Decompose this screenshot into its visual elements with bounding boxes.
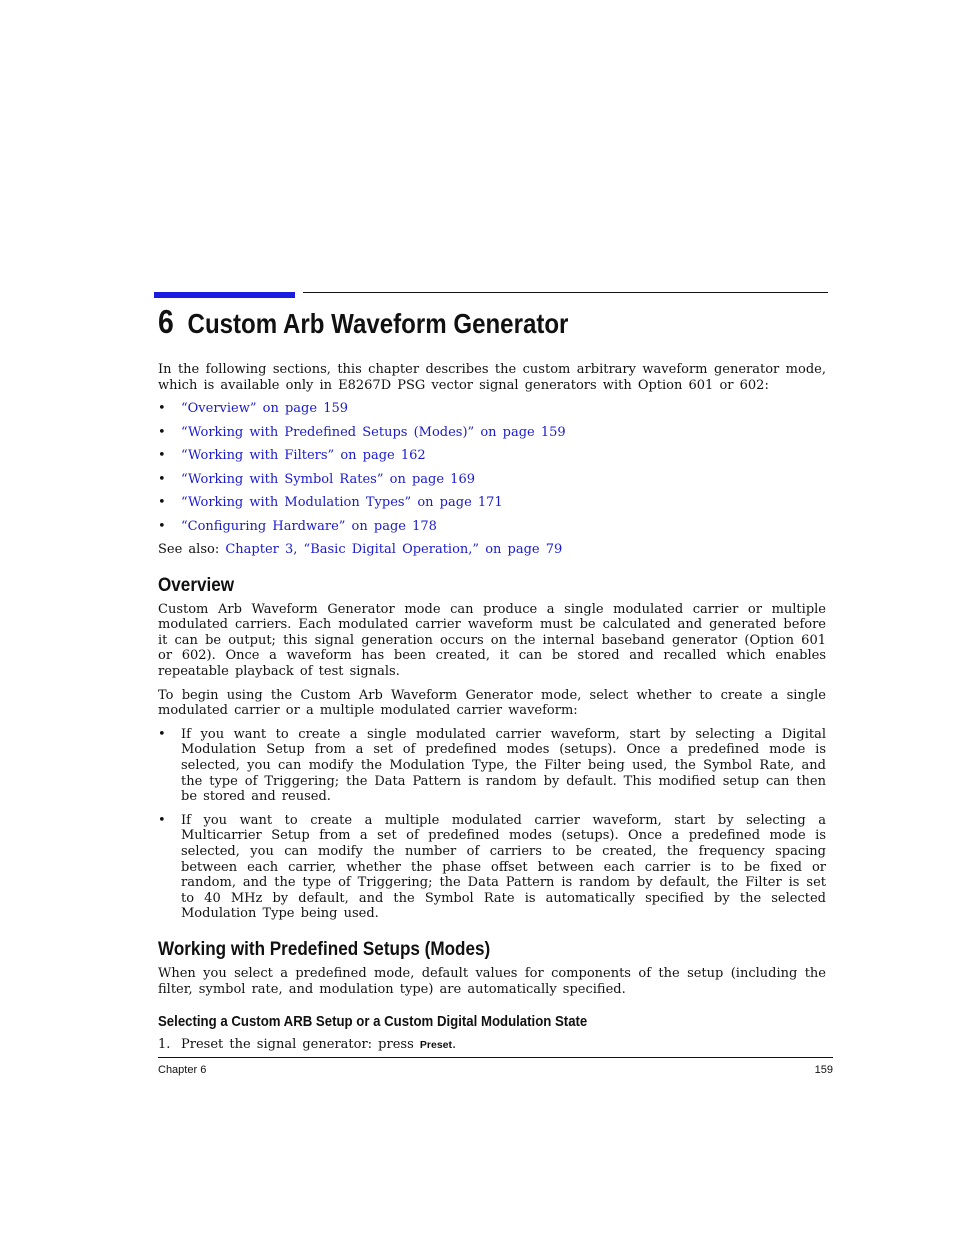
- toc-link-configuring-hardware[interactable]: “Configuring Hardware” on page 178: [181, 518, 437, 534]
- step-number: 1.: [158, 1037, 171, 1053]
- predefined-setups-heading: Working with Predefined Setups (Modes): [158, 938, 491, 960]
- toc-link-symbol-rates[interactable]: “Working with Symbol Rates” on page 169: [181, 471, 475, 487]
- toc-item: [158, 495, 826, 511]
- toc-item: [158, 448, 826, 464]
- footer-page-number: 159: [814, 1064, 833, 1076]
- chapter-toc-list: [158, 401, 826, 534]
- multicarrier-bullet: • If you want to create a multiple modulated carrier waveform, start by selecting a Multicarrier Setup from a set of predefined modes (setups). Once a predefined mode is selected, you can modify the number of carriers to be created, the frequency spacing between each carrier, whether the phase offset between each carrier is to be fixed or random, and the type of Triggering; the Data Pattern is random by default, the Filter is set to 40 MHz by default, and the Symbol Rate is automatically specified by the selected Modulation Type being used.: [158, 813, 826, 922]
- toc-link-overview[interactable]: “Overview” on page 159: [181, 401, 349, 417]
- single-carrier-bullet: • If you want to create a single modulated carrier waveform, start by selecting a Digital Modulation Setup from a set of predefined modes (setups). Once a predefined mode is selected, you can modify the Modulation Type, the Filter being used, the Symbol Rate, and the type of Triggering; the Data Pattern is random by default. This modified setup can then be stored and reused.: [158, 727, 826, 805]
- toc-link-modulation-types[interactable]: “Working with Modulation Types” on page 171: [181, 495, 503, 511]
- page-content: [158, 362, 826, 1054]
- overview-bullet-list: [158, 727, 826, 922]
- see-also-line: [158, 542, 826, 558]
- footer-chapter: Chapter 6: [158, 1064, 207, 1076]
- see-also-link[interactable]: Chapter 3, “Basic Digital Operation,” on page 79: [225, 542, 563, 558]
- chapter-title: [158, 300, 568, 346]
- selecting-setup-heading: Selecting a Custom ARB Setup or a Custom Digital Modulation State: [158, 1013, 588, 1031]
- chapter-accent-bar: [154, 292, 295, 298]
- toc-link-predefined-setups[interactable]: “Working with Predefined Setups (Modes)” on page 159: [181, 424, 566, 440]
- toc-item: [158, 401, 826, 417]
- chapter-title-text: Custom Arb Waveform Generator: [187, 308, 569, 339]
- procedure-step: [158, 1037, 826, 1054]
- step-end: .: [452, 1037, 457, 1053]
- predefined-setups-paragraph: When you select a predefined mode, default values for components of the setup (including the filter, symbol rate, and modulation type) are automatically specified.: [158, 965, 826, 997]
- footer-rule: [158, 1057, 833, 1058]
- see-also-label: See also:: [158, 542, 220, 558]
- preset-key-label: Preset: [419, 1039, 453, 1052]
- toc-item: [158, 472, 826, 488]
- step-text: Preset the signal generator: press: [181, 1037, 414, 1053]
- chapter-header-rule: [303, 292, 828, 293]
- intro-paragraph: In the following sections, this chapter describes the custom arbitrary waveform generator mode, which is available only in E8267D PSG vector signal generators with Option 601 or 602:: [158, 362, 826, 393]
- toc-item: [158, 425, 826, 441]
- overview-paragraph-1: Custom Arb Waveform Generator mode can produce a single modulated carrier or multiple modulated carriers. Each modulated carrier waveform must be calculated and generated before it can be output; this signal generation occurs on the internal baseband generator (Option 601 or 602). Once a waveform has been created, it can be stored and recalled which enables repeatable playback of test signals.: [158, 601, 826, 680]
- step-text-wrapper: [181, 1037, 456, 1054]
- chapter-number: 6: [158, 303, 174, 340]
- toc-item: [158, 519, 826, 535]
- overview-heading: Overview: [158, 574, 235, 596]
- toc-link-filters[interactable]: “Working with Filters” on page 162: [181, 448, 426, 464]
- overview-paragraph-2: To begin using the Custom Arb Waveform Generator mode, select whether to create a single modulated carrier or a multiple modulated carrier waveform:: [158, 687, 826, 719]
